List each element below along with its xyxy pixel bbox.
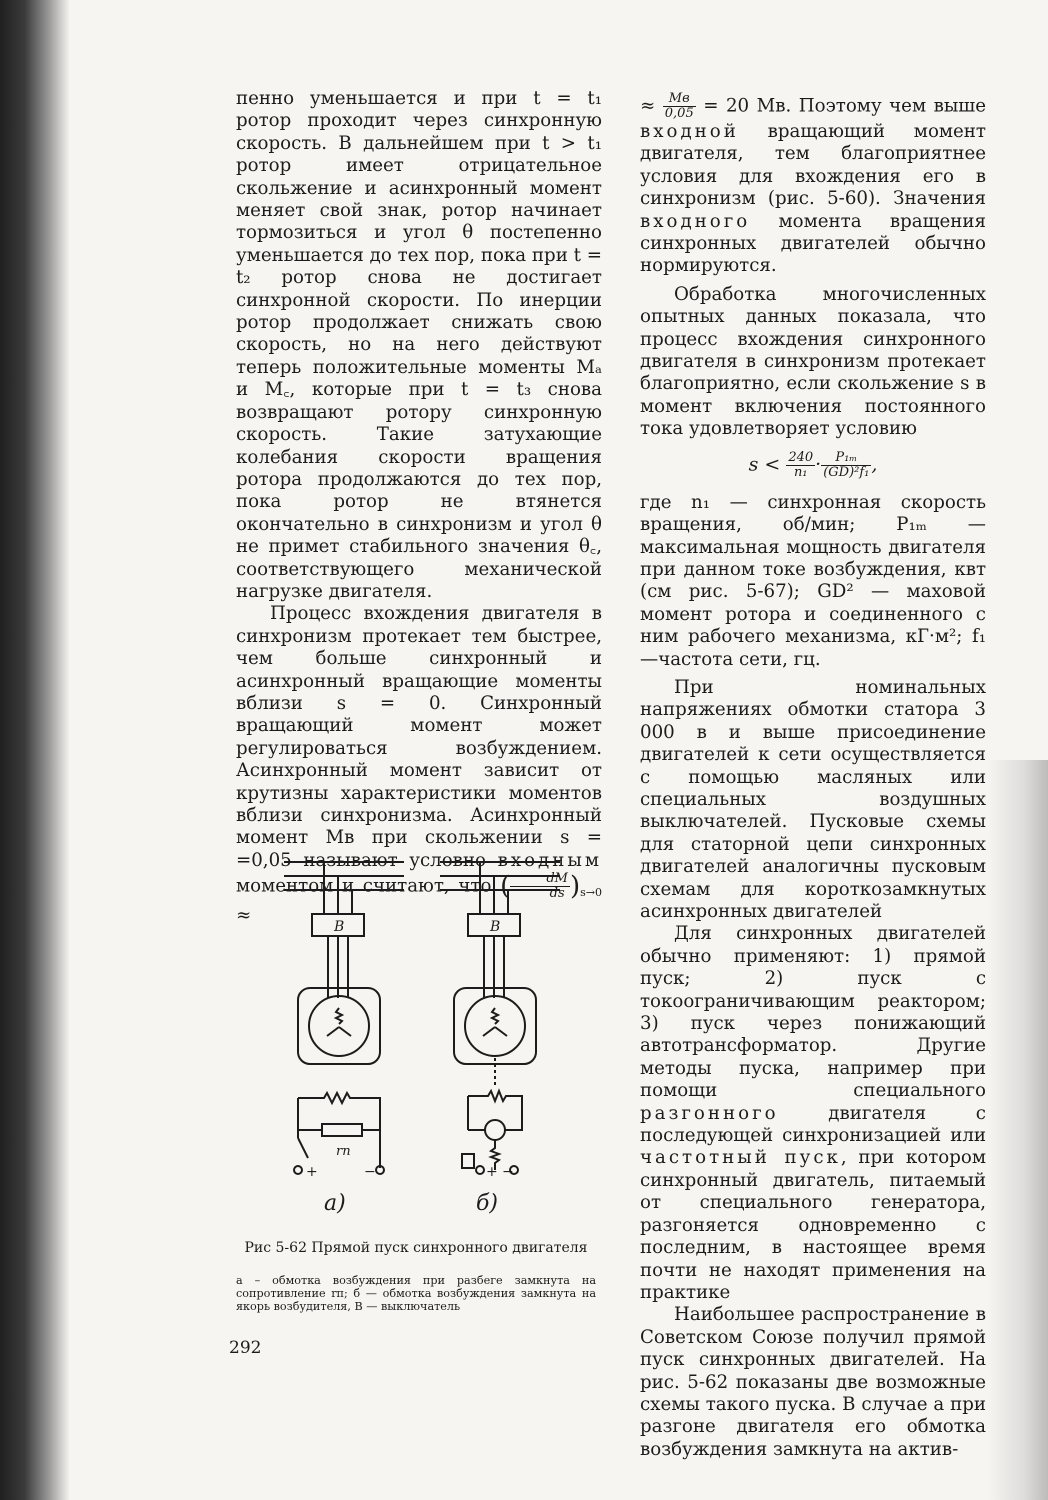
- right-paragraph-4-text-a: Для синхронных двигателей обычно применяют: 1) прямой пуск; 2) пуск с токоограничивающим реактором; 3) пуск через понижающий автотрансформатор. Другие методы пуска, например при помощи специального: [640, 923, 986, 1102]
- derivative-subscript: s→0: [580, 886, 602, 900]
- formula-lhs: s <: [748, 453, 781, 476]
- paren-close: ): [569, 871, 581, 902]
- book-spine-shadow: [0, 0, 70, 1500]
- paren-open: (: [500, 871, 511, 902]
- fraction-denominator: 0,05: [664, 106, 694, 121]
- plus-label-b: +: [486, 1164, 498, 1180]
- figure-legend: а – обмотка возбуждения при разбеге замкнута на сопротивление rп; б — обмотка возбуждения замкнута на якорь возбудителя, B — выключатель: [236, 1274, 596, 1313]
- minus-label-b: −: [502, 1164, 514, 1180]
- diagram-b: [440, 862, 560, 1216]
- left-paragraph-2-tail: ≈: [236, 904, 252, 926]
- right-paragraph-0-spaced: входной: [640, 121, 739, 142]
- formula-den-2: (GD)²f₁: [823, 464, 870, 480]
- field-switch-blade-a: [298, 1138, 308, 1158]
- right-paragraph-4: [640, 923, 986, 1304]
- approx-sign: ≈: [640, 95, 656, 117]
- right-paragraph-0: [640, 92, 986, 278]
- formula-frac-1: [786, 451, 815, 480]
- plus-label-a: +: [306, 1164, 318, 1180]
- diagram-a: [284, 862, 404, 1216]
- right-paragraph-0-text3: момента вращения синхронных двигателей обычно нормируются.: [640, 210, 986, 277]
- formula-frac-2: [821, 451, 871, 480]
- left-paragraph-1: пенно уменьшается и при t = t₁ ротор проходит через синхронную скорость. В дальнейшем при t > t₁ ротор имеет отрицательное скольжение и асинхронный момент меняет свой знак, ротор начинает тормозиться и угол θ постепенно уменьшается до тех пор, пока при t = t₂ ротор снова не достигает синхронной скорости. По инерции ротор продолжает снижать свою скорость, но на него действуют теперь положительные моменты Mₐ и M꜀, которые при t = t₃ снова возвращают ротору синхронную скорость. Такие затухающие колебания скорости вращения ротора продолжаются до тех пор, пока ротор не втянется окончательно в синхронизм и угол θ не примет стабильного значения θ꜀, соответствующего механической нагрузке двигателя.: [236, 88, 602, 602]
- formula-num-1: 240: [788, 449, 814, 465]
- right-paragraph-5: Наибольшее распространение в Советском Союзе получил прямой пуск синхронных двигателей. На рис. 5-62 показаны две возможные схемы такого пуска. В случае а при разгоне двигателя его обмотка возбуждения замкнута на актив-: [640, 1304, 986, 1460]
- left-paragraph-2-text-a: Процесс вхождения двигателя в синхронизм протекает тем быстрее, чем больше синхронный и асинхронный вращающие моменты вблизи s = 0. Синхронный вращающий момент может регулироваться возбуждением. Асинхронный момент зависит от крутизны характеристики моментов вблизи синхронизма. Асинхронный момент Mв при скольжении s = =0,05 называют условно: [236, 603, 602, 871]
- derivative-numerator: dM: [510, 872, 570, 887]
- right-paragraph-0-text: = 20 Mв. Поэтому чем выше: [703, 95, 986, 117]
- left-text-column: [236, 88, 602, 927]
- switch-label-b: B: [490, 919, 501, 935]
- switch-label-a: B: [334, 919, 345, 935]
- formula-dot: ·: [815, 453, 822, 476]
- left-paragraph-2-spaced-word: входным: [497, 849, 602, 871]
- minus-label-a: −: [364, 1164, 376, 1180]
- motor-housing-a: [298, 988, 380, 1064]
- motor-housing-b: [454, 988, 536, 1064]
- figure-caption: Рис 5-62 Прямой пуск синхронного двигателя: [244, 1240, 588, 1256]
- input-moment-fraction: [663, 92, 696, 121]
- exciter-armature-b: [485, 1120, 505, 1140]
- starting-resistor-a: [322, 1124, 362, 1136]
- formula-num-2: P₁ₘ: [821, 451, 871, 466]
- fraction-numerator: Mв: [663, 92, 696, 107]
- formula-den-1: n₁: [793, 464, 808, 480]
- left-paragraph-2-text-b: моментом и считают, что: [236, 875, 492, 897]
- diagram-a-label: а): [324, 1191, 346, 1216]
- page-number: 292: [229, 1338, 262, 1358]
- resistor-label: rп: [336, 1144, 351, 1159]
- slip-condition-formula: [640, 451, 986, 480]
- right-paragraph-4-text-c: , при котором синхронный двигатель, питаемый от специального генератора, разгоняется одновременно с последним, в настоящее время почти не находят применения на практике: [640, 1147, 986, 1303]
- right-paragraph-4-spaced-2: частотный пуск: [640, 1147, 841, 1169]
- right-paragraph-4-text-b: двигателя с последующей синхронизацией или: [640, 1102, 986, 1147]
- right-paragraph-0-text2: вращающий момент двигателя, тем благоприятнее условия для вхождения его в синхронизм (рис. 5-60). Значения: [640, 121, 986, 210]
- motor-stator-b: [465, 996, 525, 1056]
- circuit-diagram-figure: [236, 848, 602, 1228]
- motor-stator-a: [309, 996, 369, 1056]
- field-loop-b: [468, 1091, 522, 1130]
- stator-winding-b: [483, 1008, 507, 1036]
- right-paragraph-4-spaced-1: разгонного: [640, 1102, 779, 1124]
- right-paragraph-3: При номинальных напряжениях обмотки статора 3 000 в и выше присоединение двигателей к сети осуществляется с помощью масляных или специальных воздушных выключателей. Пусковые схемы для статорной цепи синхронных двигателей аналогичны пусковым схемам для короткозамкнутых асинхронных двигателей: [640, 676, 986, 922]
- formula-end: ,: [871, 453, 878, 476]
- right-paragraph-2: где n₁ — синхронная скорость вращения, об/мин; P₁ₘ — максимальная мощность двигателя при данном токе возбуждения, квт (см рис. 5-67); GD² — маховой момент ротора и соединенного с ним рабочего механизма, кГ·м²; f₁—частота сети, гц.: [640, 491, 986, 670]
- derivative-denominator: ds: [549, 886, 565, 902]
- terminal-plus-a: [294, 1166, 302, 1174]
- stator-winding-a: [327, 1008, 351, 1036]
- terminal-plus-b: [476, 1166, 484, 1174]
- page-edge-shadow: [988, 760, 1048, 1500]
- right-paragraph-0-spaced2: входного: [640, 210, 751, 232]
- field-rheostat-b: [462, 1154, 474, 1168]
- right-paragraph-1: Обработка многочисленных опытных данных показала, что процесс вхождения синхронного двигателя в синхронизм протекает благоприятно, если скольжение s в момент включения постоянного тока удовлетворяет условию: [640, 283, 986, 440]
- diagram-b-label: б): [476, 1191, 499, 1216]
- right-text-column: [640, 92, 986, 1461]
